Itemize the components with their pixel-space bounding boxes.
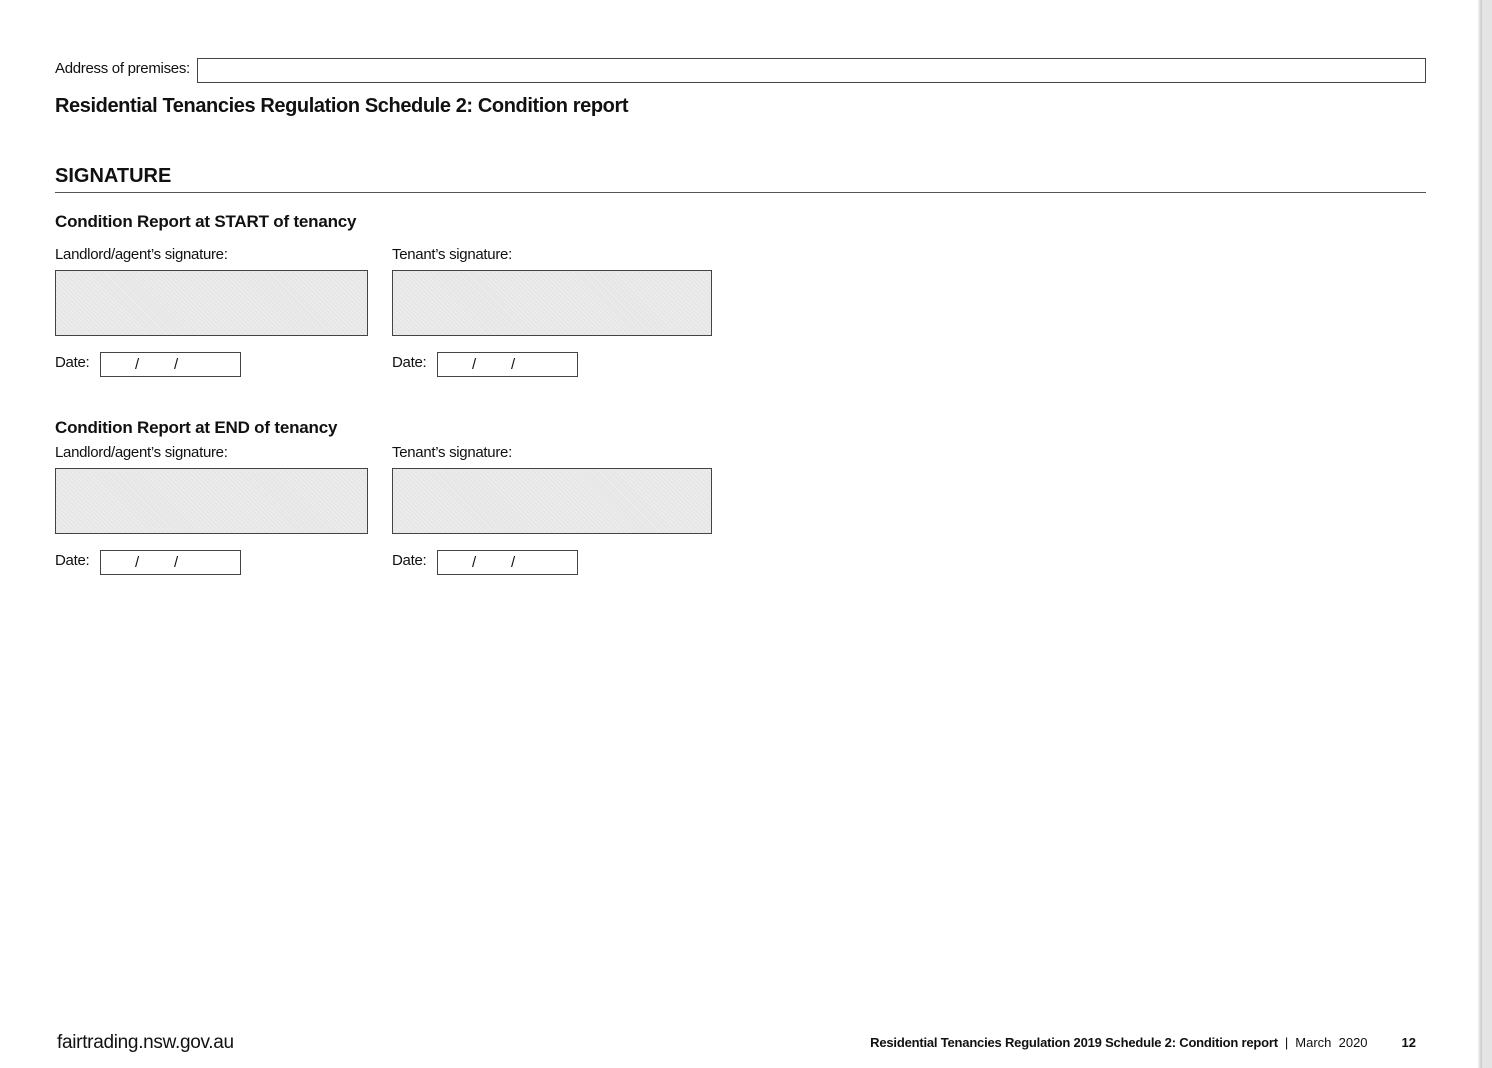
address-field[interactable] bbox=[197, 58, 1426, 83]
end-tenant-signature-field[interactable] bbox=[392, 468, 712, 534]
start-tenant-signature-field[interactable] bbox=[392, 270, 712, 336]
end-tenant-date-label: Date: bbox=[392, 552, 427, 569]
viewer-scrollbar[interactable] bbox=[1482, 0, 1492, 1068]
footer-document-title: Residential Tenancies Regulation 2019 Schedule 2: Condition report bbox=[870, 1035, 1278, 1050]
signature-section-heading: SIGNATURE bbox=[55, 165, 172, 187]
start-landlord-date-field[interactable] bbox=[100, 352, 241, 377]
date-separator: / bbox=[511, 356, 516, 373]
date-separator: / bbox=[511, 554, 516, 571]
end-landlord-date-label: Date: bbox=[55, 552, 90, 569]
date-separator: / bbox=[135, 356, 140, 373]
section-divider bbox=[55, 192, 1426, 193]
date-separator: / bbox=[174, 356, 179, 373]
end-tenancy-heading: Condition Report at END of tenancy bbox=[55, 418, 338, 437]
end-landlord-date-field[interactable] bbox=[100, 550, 241, 575]
date-separator: / bbox=[135, 554, 140, 571]
footer-separator: | bbox=[1284, 1035, 1289, 1050]
date-separator: / bbox=[472, 356, 477, 373]
start-landlord-date-label: Date: bbox=[55, 354, 90, 371]
start-tenant-signature-label: Tenant’s signature: bbox=[392, 246, 512, 263]
footer-page-number: 12 bbox=[1401, 1035, 1416, 1050]
start-landlord-signature-label: Landlord/agent’s signature: bbox=[55, 246, 228, 263]
end-tenant-date-field[interactable] bbox=[437, 550, 578, 575]
start-tenant-date-label: Date: bbox=[392, 354, 427, 371]
start-tenant-date-field[interactable] bbox=[437, 352, 578, 377]
end-landlord-signature-label: Landlord/agent’s signature: bbox=[55, 444, 228, 461]
date-separator: / bbox=[472, 554, 477, 571]
address-label: Address of premises: bbox=[55, 60, 190, 77]
end-tenant-signature-label: Tenant’s signature: bbox=[392, 444, 512, 461]
document-title: Residential Tenancies Regulation Schedule 2: Condition report bbox=[55, 95, 629, 117]
end-landlord-signature-field[interactable] bbox=[55, 468, 368, 534]
date-separator: / bbox=[174, 554, 179, 571]
start-tenancy-heading: Condition Report at START of tenancy bbox=[55, 212, 357, 231]
footer-info bbox=[870, 1035, 1416, 1050]
start-landlord-signature-field[interactable] bbox=[55, 270, 368, 336]
footer-date: March 2020 bbox=[1295, 1035, 1368, 1050]
footer-website: fairtrading.nsw.gov.au bbox=[57, 1032, 234, 1053]
